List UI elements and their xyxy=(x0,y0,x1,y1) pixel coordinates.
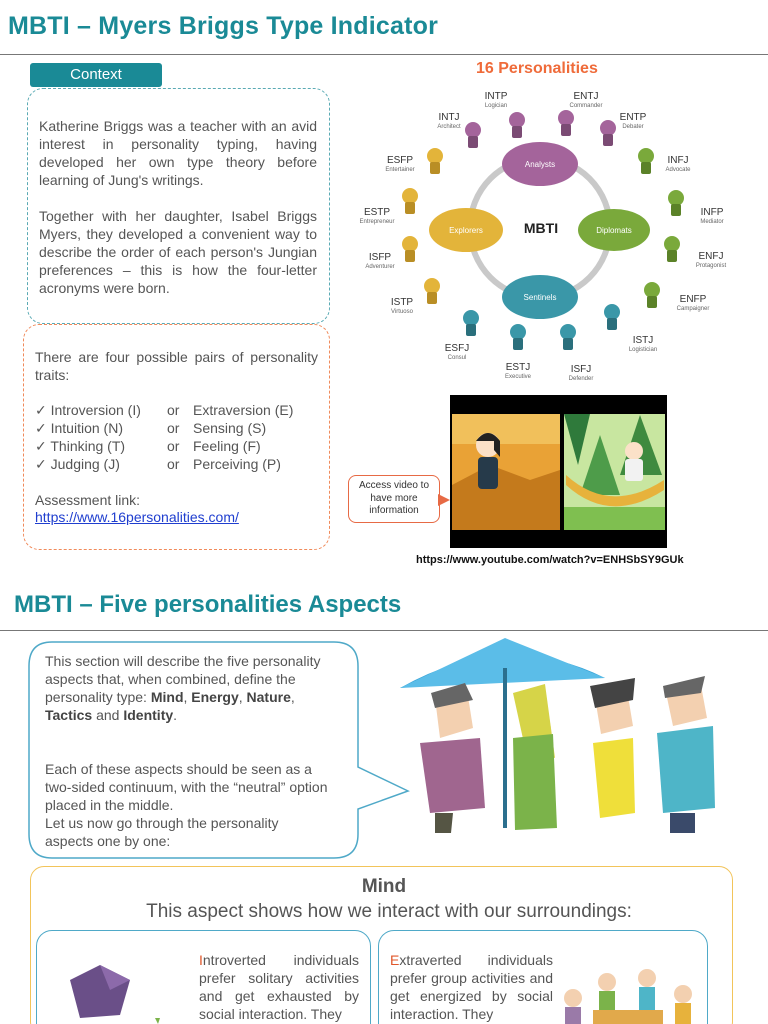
svg-text:ESFJ: ESFJ xyxy=(444,343,470,354)
svg-text:Commander: Commander xyxy=(569,103,603,109)
list-item xyxy=(35,419,325,437)
type-istj xyxy=(604,304,657,353)
assessment-label: Assessment link: xyxy=(35,492,141,508)
section-title: MBTI – Five personalities Aspects xyxy=(14,591,402,618)
svg-text:INFP: INFP xyxy=(700,207,724,218)
svg-text:ENFJ: ENFJ xyxy=(698,251,724,262)
group-illustration xyxy=(395,638,725,843)
type-estp xyxy=(359,188,418,225)
svg-text:INFJ: INFJ xyxy=(667,155,689,166)
trait-right: Perceiving (P) xyxy=(193,456,281,472)
type-enfj xyxy=(664,236,727,269)
sentinels-label: Sentinels xyxy=(523,293,557,302)
type-intj xyxy=(437,112,481,148)
svg-text:ESFP: ESFP xyxy=(386,155,414,166)
trait-left: ✓ Introversion (I) xyxy=(35,402,141,418)
aspects-paragraph-2: Each of these aspects should be seen as a two-sided continuum, with the “neutral” option placed in the middle. xyxy=(45,761,328,813)
analysts-label: Analysts xyxy=(524,160,556,169)
svg-text:Protagonist: Protagonist xyxy=(695,263,727,269)
trait-right: Extraversion (E) xyxy=(193,402,294,418)
video-scene-icon xyxy=(450,395,667,548)
video-thumbnail[interactable] xyxy=(450,395,667,548)
extraverted-text: Extraverted individuals prefer group activities and get energized by social interaction. They xyxy=(390,952,553,1022)
mind-subtitle: This aspect shows how we interact with our surroundings: xyxy=(146,901,632,922)
context-tab: Context xyxy=(30,63,162,87)
trait-or: or xyxy=(167,456,180,472)
list-item xyxy=(35,437,325,455)
svg-text:Logistician: Logistician xyxy=(628,347,658,353)
aspects-intro: This section will describe the five personality aspects that, when combined, define the personality type: Mind, Energy, Nature, Tactics and Identity. xyxy=(45,653,321,723)
trait-left: ✓ Intuition (N) xyxy=(35,420,123,436)
svg-text:Architect: Architect xyxy=(437,124,461,130)
aspects-paragraph-3: Let us now go through the personality aspects one by one: xyxy=(45,815,279,849)
svg-text:ENFP: ENFP xyxy=(679,294,707,305)
callout-arrow xyxy=(438,494,450,506)
svg-text:ISTJ: ISTJ xyxy=(632,335,654,346)
svg-text:ESTJ: ESTJ xyxy=(505,362,531,373)
pairs-intro: There are four possible pairs of personality traits: xyxy=(35,349,318,383)
context-paragraph-2: Together with her daughter, Isabel Briggs Myers, they developed a convenient way to describe the order of each person's Jungian preferences – this is how the four-letter acronyms were born. xyxy=(39,208,317,296)
svg-text:Virtuoso: Virtuoso xyxy=(391,309,413,315)
trait-or: or xyxy=(167,402,180,418)
type-infj xyxy=(638,148,691,174)
type-entp xyxy=(600,112,647,146)
trait-left: ✓ Thinking (T) xyxy=(35,438,126,454)
svg-text:INTP: INTP xyxy=(484,91,508,102)
mbti-center-label: MBTI xyxy=(523,220,559,236)
svg-text:Defender: Defender xyxy=(568,376,594,382)
assessment-link[interactable]: https://www.16personalities.com/ xyxy=(35,509,239,525)
trait-left: ✓ Judging (J) xyxy=(35,456,120,472)
diplomats-label: Diplomats xyxy=(596,226,632,235)
context-paragraph-1: Katherine Briggs was a teacher with an avid interest in personality typing, having developed her own type theory before learning of Jung's writings. xyxy=(39,118,317,188)
trait-or: or xyxy=(167,420,180,436)
svg-text:ESTP: ESTP xyxy=(363,207,391,218)
svg-text:Entertainer: Entertainer xyxy=(385,167,415,173)
type-istp xyxy=(391,278,440,315)
svg-text:ISFJ: ISFJ xyxy=(570,364,592,375)
trait-right: Sensing (S) xyxy=(193,420,267,436)
trait-right: Feeling (F) xyxy=(193,438,261,454)
svg-text:Advocate: Advocate xyxy=(665,167,691,173)
list-item xyxy=(35,401,325,419)
svg-text:Entrepreneur: Entrepreneur xyxy=(359,219,395,225)
divider xyxy=(0,630,768,631)
type-estj xyxy=(505,324,532,380)
personalities-title: 16 Personalities xyxy=(476,60,598,77)
svg-text:ENTP: ENTP xyxy=(619,112,647,123)
svg-text:ENTJ: ENTJ xyxy=(573,91,599,102)
video-url[interactable]: https://www.youtube.com/watch?v=ENHSbSY9GUk xyxy=(416,554,684,566)
svg-text:ISFP: ISFP xyxy=(368,252,392,263)
introverted-text: Introverted individuals prefer solitary activities and get exhausted by social interaction. They xyxy=(199,952,359,1022)
explorers-label: Explorers xyxy=(449,226,483,235)
svg-text:Adventurer: Adventurer xyxy=(365,264,395,270)
personalities-diagram xyxy=(350,82,745,390)
svg-text:INTJ: INTJ xyxy=(438,112,460,123)
type-intp xyxy=(485,91,525,138)
type-enfp xyxy=(644,282,709,312)
type-esfj xyxy=(445,310,479,361)
svg-text:Campaigner: Campaigner xyxy=(676,306,710,312)
extravert-group-icon xyxy=(555,962,705,1024)
svg-text:Executive: Executive xyxy=(504,374,532,380)
mind-title: Mind xyxy=(361,876,407,897)
type-infp xyxy=(668,190,724,225)
video-callout: Access video to have more information xyxy=(348,475,440,523)
svg-text:Logician: Logician xyxy=(484,103,508,109)
divider xyxy=(0,54,768,55)
svg-text:Consul: Consul xyxy=(447,355,467,361)
type-isfp xyxy=(365,236,418,270)
type-isfj xyxy=(560,324,593,382)
svg-text:Mediator: Mediator xyxy=(700,219,724,225)
introvert-figure-icon xyxy=(60,960,170,1024)
page-title: MBTI – Myers Briggs Type Indicator xyxy=(8,12,439,40)
type-esfp xyxy=(385,148,443,174)
svg-text:Debater: Debater xyxy=(622,124,644,130)
svg-text:ISTP: ISTP xyxy=(390,297,414,308)
list-item xyxy=(35,455,325,473)
type-entj xyxy=(558,91,603,136)
trait-or: or xyxy=(167,438,180,454)
